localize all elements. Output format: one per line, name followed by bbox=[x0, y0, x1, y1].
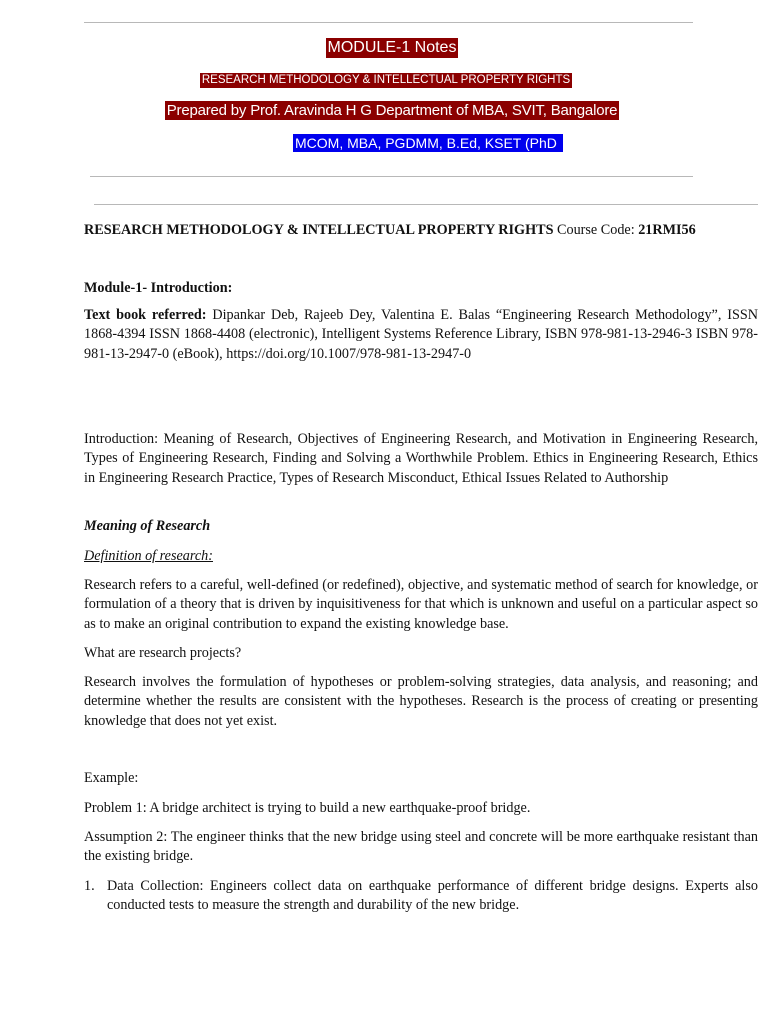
course-line bbox=[84, 221, 758, 240]
prepared-by-banner bbox=[0, 101, 768, 120]
header-divider-1 bbox=[90, 176, 693, 177]
list-item-number: 1. bbox=[84, 878, 95, 894]
research-involves-paragraph bbox=[84, 673, 758, 731]
research-involves-text: Research involves the formulation of hypotheses or problem-solving strategies, data analysis, and reasoning; and determine whether the results are consistent with the hypotheses. Research is the process of creating or presenting knowledge that does not yet exist. bbox=[84, 674, 758, 729]
example-label bbox=[84, 769, 758, 788]
problem-text: Problem 1: A bridge architect is trying to build a new earthquake-proof bridge. bbox=[84, 800, 531, 816]
module-title: MODULE-1 Notes bbox=[326, 38, 459, 58]
top-divider bbox=[84, 22, 693, 23]
textbook-paragraph bbox=[84, 306, 758, 364]
module-heading bbox=[84, 279, 758, 298]
textbook-text: Dipankar Deb, Rajeeb Dey, Valentina E. Balas “Engineering Research Methodology”, ISSN 1868-4394 ISSN 1868-4408 (electronic), Intelligent Systems Reference Library, ISBN 978-981-13-2946-3 ISBN 978-981-13-2947-0 (eBook), https://doi.org/10.1007/978-981-13-2947-0 bbox=[84, 307, 758, 362]
course-title: RESEARCH METHODOLOGY & INTELLECTUAL PROPERTY RIGHTS bbox=[84, 222, 554, 238]
assumption-text: Assumption 2: The engineer thinks that the new bridge using steel and concrete will be more earthquake resistant than the existing bridge. bbox=[84, 829, 758, 865]
module-banner bbox=[0, 38, 768, 58]
list-item bbox=[84, 877, 758, 916]
textbook-label: Text book referred: bbox=[84, 307, 207, 323]
definition-paragraph bbox=[84, 576, 758, 634]
meaning-heading bbox=[84, 517, 758, 536]
header-divider-2 bbox=[94, 204, 758, 205]
subject-title: RESEARCH METHODOLOGY & INTELLECTUAL PROPERTY RIGHTS bbox=[200, 73, 572, 88]
question-line bbox=[84, 644, 758, 663]
qualifications-banner bbox=[293, 134, 563, 153]
course-code-label: Course Code: bbox=[553, 222, 639, 238]
definition-heading bbox=[84, 547, 758, 566]
list-item-text: Data Collection: Engineers collect data on earthquake performance of different bridge designs. Experts also conducted tests to measure the strength and durability of the new bridge. bbox=[107, 878, 758, 914]
example-label-text: Example: bbox=[84, 770, 139, 786]
course-code: 21RMI56 bbox=[638, 222, 696, 238]
definition-heading-text: Definition of research: bbox=[84, 548, 213, 564]
introduction-paragraph bbox=[84, 430, 758, 488]
introduction-text: Introduction: Meaning of Research, Objectives of Engineering Research, and Motivation in Engineering Research, Types of Engineering Research, Finding and Solving a Worthwhile Problem. Ethics in Engineering Research, Ethics in Engineering Research Practice, Types of Research Misconduct, Ethical Issues Related to Authorship bbox=[84, 431, 758, 486]
assumption-paragraph bbox=[84, 828, 758, 867]
prepared-by: Prepared by Prof. Aravinda H G Department of MBA, SVIT, Bangalore bbox=[166, 102, 618, 119]
definition-text: Research refers to a careful, well-defined (or redefined), objective, and systematic method of search for knowledge, or formulation of a theory that is driven by inquisitiveness for that which is unknown and useful on a particular aspect so as to make an original contribution to expand the existing knowledge base. bbox=[84, 577, 758, 632]
question-text: What are research projects? bbox=[84, 645, 242, 661]
qualifications: MCOM, MBA, PGDMM, B.Ed, KSET (PhD bbox=[293, 134, 563, 152]
subject-banner bbox=[0, 70, 768, 88]
meaning-heading-text: Meaning of Research bbox=[84, 518, 211, 534]
problem-line bbox=[84, 799, 758, 818]
module-heading-text: Module-1- Introduction: bbox=[84, 280, 233, 296]
